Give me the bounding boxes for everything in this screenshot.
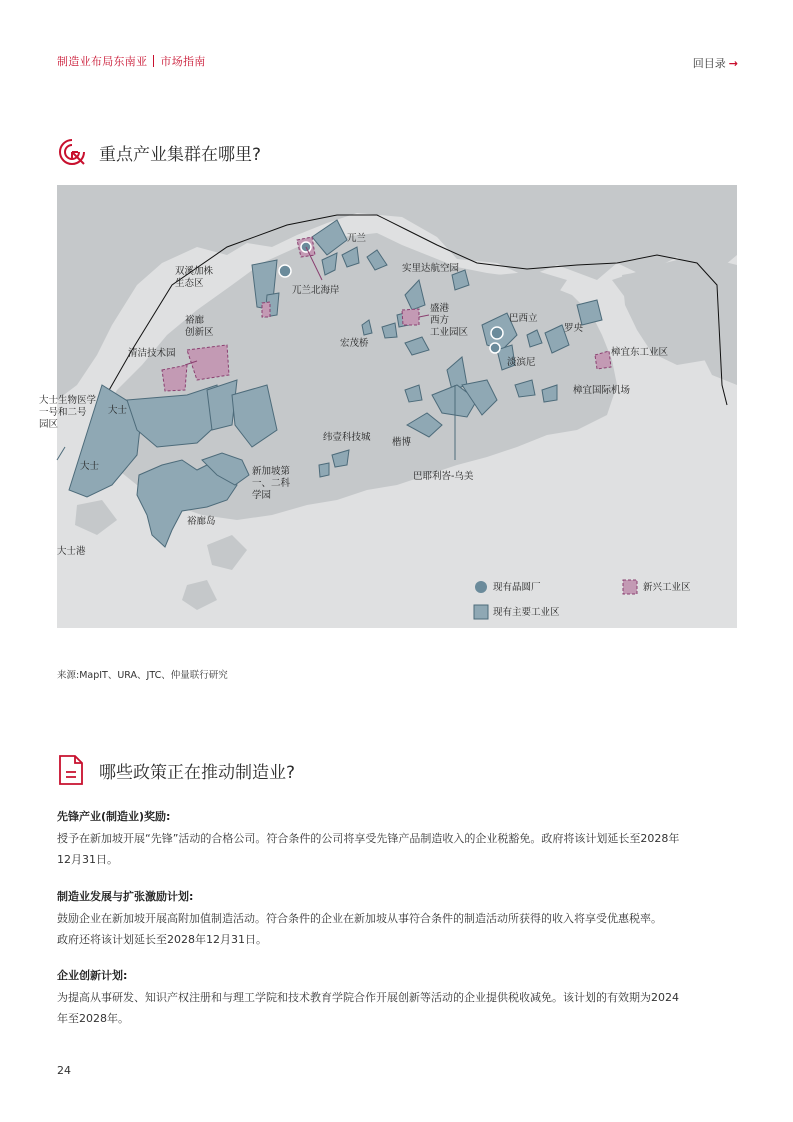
map-label: 盛港 西方 工业园区 [430, 303, 469, 338]
map-label: 裕廊岛 [187, 516, 216, 527]
map-label: 樟宜东工业区 [611, 347, 669, 358]
legend-existing-symbol [474, 605, 488, 619]
map-label: 楷博 [392, 437, 412, 448]
map-label: 实里达航空园 [402, 263, 460, 274]
section-title-text: 重点产业集群在哪里? [99, 144, 262, 165]
legend-label-emerging: 新兴工业区 [643, 582, 691, 593]
emerging-sengkang-west [402, 309, 419, 325]
section-title-clusters [57, 137, 261, 167]
policy-block [57, 808, 742, 870]
legend-emerging-symbol [623, 580, 637, 594]
map-canvas [57, 185, 737, 628]
map-label: 巴西立 [509, 313, 538, 324]
map-label: 淡滨尼 [507, 357, 536, 368]
policy-block [57, 967, 742, 1029]
toc-link-label[interactable]: 回目录 [692, 57, 726, 70]
legend-label-wafer: 现有晶圆厂 [493, 582, 541, 593]
policy-body: 为提高从事研发、知识产权注册和与理工学院和技术教育学院合作开展创新等活动的企业提供税收减免。该计划的有效期为2024 年至2028年。 [57, 991, 679, 1025]
policy-title: 制造业发展与扩张激励计划: [57, 890, 194, 903]
singapore-industrial-map [39, 185, 737, 628]
header-doc-subtitle: 市场指南 [160, 55, 206, 68]
southern-island-1 [207, 535, 247, 570]
target-cursor-icon [57, 137, 87, 167]
toc-link[interactable] [693, 55, 738, 71]
industrial-pasir-ris-2 [577, 300, 602, 325]
running-header [57, 53, 206, 69]
policy-body: 鼓励企业在新加坡开展高附加值制造活动。符合条件的企业在新加坡从事符合条件的制造活动所获得的收入将享受优惠税率。 政府还将该计划延长至2028年12月31日。 [57, 912, 662, 946]
page-number: 24 [57, 1064, 71, 1077]
map-label: 巴耶利峇-乌美 [413, 471, 474, 482]
map-label: 大士港 [57, 546, 86, 557]
map-label: 裕廊 创新区 [185, 315, 214, 338]
emerging-woodlands-small [262, 302, 270, 317]
policy-title: 企业创新计划: [57, 969, 128, 982]
industrial-sci-park [319, 463, 329, 477]
map-label: 宏茂桥 [340, 338, 369, 349]
header-separator [153, 55, 154, 67]
policy-block [57, 888, 742, 950]
wafer-fab-woodlands [279, 265, 291, 277]
map-source-note: 来源:MapIT、URA、JTC、仲量联行研究 [57, 670, 228, 681]
header-doc-title: 制造业布局东南亚 [57, 55, 148, 68]
southern-island-2 [75, 500, 117, 535]
map-label: 兀兰北海岸 [292, 285, 340, 296]
document-icon [57, 754, 85, 786]
map-label: 纬壹科技城 [323, 432, 371, 443]
wafer-fab-pasir-ris [491, 327, 503, 339]
leader-tuas-port [57, 447, 65, 460]
section-title-policies [57, 754, 295, 786]
legend-wafer-symbol [475, 581, 487, 593]
map-label: 双溪加株 生态区 [175, 266, 214, 289]
wafer-fab-tampines [490, 343, 500, 353]
map-label: 大士生物医学 一号和二号 园区 [39, 395, 97, 430]
map-label: 新加坡第 一、二科 学园 [252, 466, 291, 501]
map-label: 罗央 [564, 323, 584, 334]
arrow-right-icon[interactable]: → [728, 57, 738, 70]
map-label: 樟宜国际机场 [573, 385, 631, 396]
legend-label-existing: 现有主要工业区 [493, 607, 560, 618]
map-label: 兀兰 [347, 233, 367, 244]
policy-body: 授予在新加坡开展“先锋”活动的合格公司。符合条件的公司将享受先锋产品制造收入的企业税豁免。政府将该计划延长至2028年 12月31日。 [57, 832, 680, 866]
map-label: 大士 [108, 405, 128, 416]
policy-title: 先锋产业(制造业)奖励: [57, 810, 171, 823]
section-title-text: 哪些政策正在推动制造业? [99, 762, 296, 783]
map-label: 清洁技术园 [128, 348, 176, 359]
southern-island-3 [182, 580, 217, 610]
map-label: 大士 [80, 461, 100, 472]
